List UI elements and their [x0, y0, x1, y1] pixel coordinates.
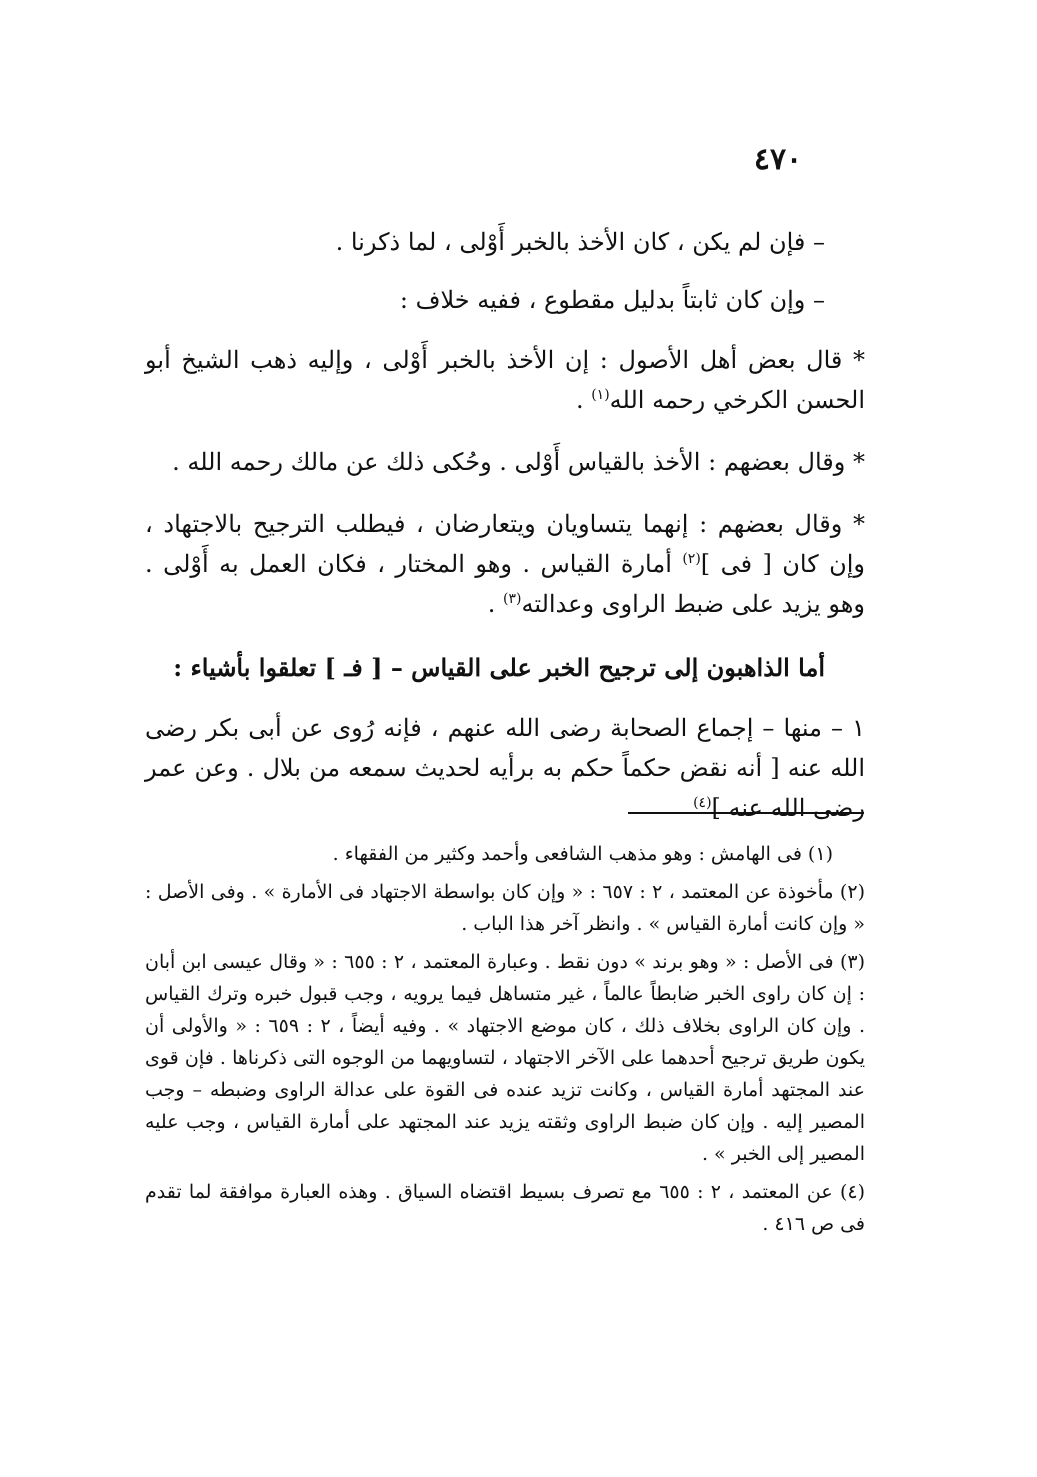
paragraph-text: * قال بعض أهل الأصول : إن الأخذ بالخبر أَوْلى ، وإليه ذهب الشيخ أبو الحسن الكرخي رحمه الله	[145, 346, 865, 414]
footnote-reference[interactable]: (٢)	[682, 551, 701, 567]
paragraph-text: * وقال بعضهم : إنهما يتساويان ويتعارضان ، فيطلب الترجيح بالاجتهاد ، وإن كان [ فى ]	[145, 510, 865, 578]
footnote-divider	[628, 812, 864, 814]
section-heading: أما الذاهبون إلى ترجيح الخبر على القياس – [ فـ ] تعلقوا بأشياء :	[173, 653, 825, 682]
paragraph-text: ١ – منها – إجماع الصحابة رضى الله عنهم ، فإنه رُوى عن أبى بكر رضى الله عنه [ أنه نقض حكماً حكم به برأيه لحديث سمعه من بلال . وعن عمر رضى الله عنه ]	[145, 714, 865, 822]
page-number: ٤٧٠	[753, 142, 803, 177]
footnote-4: (٤) عن المعتمد ، ٢ : ٦٥٥ مع تصرف بسيط اقتضاه السياق . وهذه العبارة موافقة لما تقدم فى ص ٤١٦ .	[145, 1181, 865, 1235]
paragraph-text: أمارة القياس . وهو المختار ، فكان العمل به أَوْلى . وهو يزيد على ضبط الراوى وعدالته	[145, 550, 865, 618]
footnote-3: (٣) فى الأصل : « وهو برند » دون نقط . وعبارة المعتمد ، ٢ : ٦٥٥ : « وقال عيسى ابن أبان : إن كان راوى الخبر ضابطاً عالماً ، غير متساهل فيما يرويه ، وجب قبول خبره وترك القياس . وإن كان الراوى بخلاف ذلك ، كان موضع الاجتهاد » . وفيه أيضاً ، ٢ : ٦٥٩ : « والأولى أن يكون طريق ترجيح أحدهما على الآخر الاجتهاد ، لتساويهما من الوجوه التى ذكرناها . فإن قوى عند المجتهد أمارة القياس ، وكانت تزيد عنده فى القوة على عدالة الراوى وضبطه – وجب المصير إليه . وإن كان ضبط الراوى وثقته يزيد عند المجتهد على أمارة القياس ، وجب عليه المصير إلى الخبر » .	[145, 951, 865, 1165]
paragraph-end: .	[487, 590, 503, 618]
main-text	[145, 222, 865, 828]
footnote-1: (١) فى الهامش : وهو مذهب الشافعى وأحمد وكثير من الفقهاء .	[332, 843, 833, 865]
footnote-reference[interactable]: (٤)	[693, 795, 712, 811]
footnote-reference[interactable]: (١)	[591, 387, 610, 403]
body-line: – وإن كان ثابتاً بدليل مقطوع ، ففيه خلاف :	[399, 286, 825, 314]
body-line: – فإن لم يكن ، كان الأخذ بالخبر أَوْلى ، لما ذكرنا .	[335, 228, 825, 256]
footnotes	[145, 838, 865, 1246]
footnote-2: (٢) مأخوذة عن المعتمد ، ٢ : ٦٥٧ : « وإن كان بواسطة الاجتهاد فى الأمارة » . وفى الأصل : « وإن كانت أمارة القياس » . وانظر آخر هذا الباب .	[145, 881, 865, 935]
body-paragraph	[145, 340, 865, 420]
body-paragraph: * وقال بعضهم : الأخذ بالقياس أَوْلى . وحُكى ذلك عن مالك رحمه الله .	[172, 448, 865, 476]
body-paragraph	[145, 504, 865, 624]
footnote-reference[interactable]: (٣)	[503, 591, 522, 607]
body-paragraph	[145, 708, 865, 828]
paragraph-end: .	[575, 386, 592, 414]
